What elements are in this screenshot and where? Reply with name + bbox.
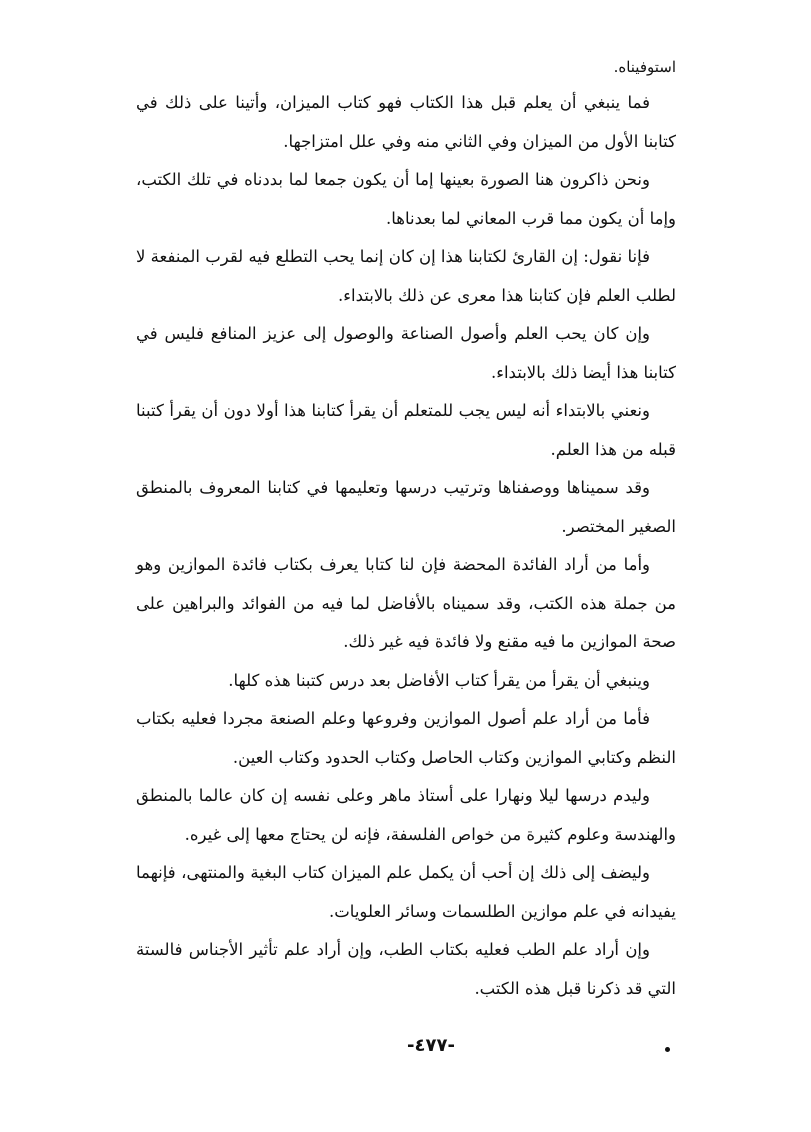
footer-dot (665, 1047, 670, 1052)
page-body (136, 56, 676, 1008)
paragraph-8: وينبغي أن يقرأ من يقرأ كتاب الأفاضل بعد درس كتبنا هذه كلها. (228, 670, 650, 690)
paragraph-3: فإنا نقول: إن القارئ لكتابنا هذا إن كان إنما يحب التطلع فيه لقرب المنفعة لا لطلب العلم فإن كتابنا هذا معرى عن ذلك بالابتداء. (136, 247, 676, 305)
page-number: -٤٧٧- (407, 1035, 455, 1056)
paragraph-10: وليدم درسها ليلا ونهارا على أستاذ ماهر وعلى نفسه إن كان عالما بالمنطق والهندسة وعلوم كثيرة من خواص الفلسفة، فإنه لن يحتاج معها إلى غيره. (136, 786, 676, 844)
page-footer (0, 1035, 811, 1065)
paragraph-7: وأما من أراد الفائدة المحضة فإن لنا كتابا يعرف بكتاب فائدة الموازين وهو من جملة هذه الكتب، وقد سميناه بالأفاضل لما فيه من الفوائد والبراهين على صحة الموازين ما فيه مقنع ولا فائدة فيه غير ذلك. (136, 555, 676, 651)
paragraph-6: وقد سميناها ووصفناها وترتيب درسها وتعليمها في كتابنا المعروف بالمنطق الصغير المختصر. (136, 478, 676, 536)
paragraph-2: ونحن ذاكرون هنا الصورة بعينها إما أن يكون جمعا لما بددناه في تلك الكتب، وإما أن يكون مما قرب المعاني لما بعدناها. (136, 170, 676, 228)
paragraph-5: ونعني بالابتداء أنه ليس يجب للمتعلم أن يقرأ كتابنا هذا أولا دون أن يقرأ كتبنا قبله من هذا العلم. (136, 401, 676, 459)
paragraph-12: وإن أراد علم الطب فعليه بكتاب الطب، وإن أراد علم تأثير الأجناس فالستة التي قد ذكرنا قبل هذه الكتب. (136, 940, 676, 998)
paragraph-11: وليضف إلى ذلك إن أحب أن يكمل علم الميزان كتاب البغية والمنتهى، فإنهما يفيدانه في علم موازين الطلسمات وسائر العلويات. (136, 863, 676, 921)
paragraph-9: فأما من أراد علم أصول الموازين وفروعها وعلم الصنعة مجردا فعليه بكتاب النظم وكتابي الموازين وكتاب الحاصل وكتاب الحدود وكتاب العين. (136, 709, 676, 767)
paragraph-1: فما ينبغي أن يعلم قبل هذا الكتاب فهو كتاب الميزان، وأتينا على ذلك في كتابنا الأول من الميزان وفي الثاني منه وفي علل امتزاجها. (136, 93, 676, 151)
continuation-line: استوفيناه. (613, 58, 676, 76)
paragraph-4: وإن كان يحب العلم وأصول الصناعة والوصول إلى عزيز المنافع فليس في كتابنا هذا أيضا ذلك بالابتداء. (136, 324, 676, 382)
